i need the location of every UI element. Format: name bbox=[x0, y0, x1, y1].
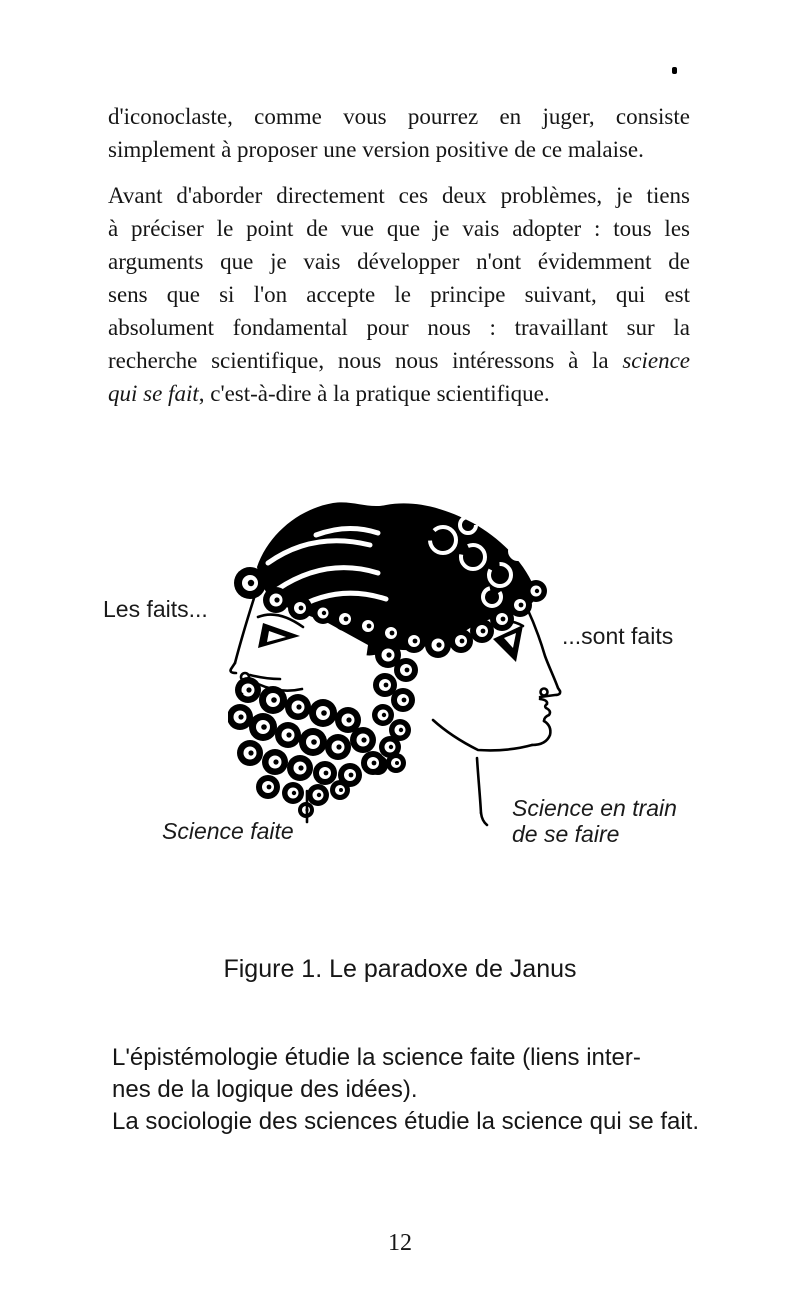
figure-label-sont-faits: ...sont faits bbox=[562, 623, 674, 649]
page-number: 12 bbox=[388, 1230, 412, 1256]
janus-head-illustration bbox=[228, 495, 573, 830]
figure-label-les-faits: Les faits... bbox=[103, 596, 208, 622]
body-line: Avant d'aborder directement ces deux problèmes, je tiens bbox=[108, 183, 690, 208]
body-line: recherche scientifique, nous nous intéressons à la science bbox=[108, 348, 690, 373]
body-line: d'iconoclaste, comme vous pourrez en juger, consiste bbox=[108, 104, 690, 129]
note-line: La sociologie des sciences étudie la science qui se fait. bbox=[112, 1108, 700, 1135]
figure-label-line1: Science en train bbox=[512, 795, 677, 821]
figure-label-line2: de se faire bbox=[512, 821, 620, 847]
note-line: L'épistémologie étudie la science faite (liens inter- bbox=[112, 1044, 641, 1071]
body-line: sens que si l'on accepte le principe suivant, qui est bbox=[108, 282, 690, 307]
note-text bbox=[112, 1042, 732, 1138]
note-line: nes de la logique des idées). bbox=[112, 1076, 418, 1103]
body-line: arguments que je vais développer n'ont évidemment de bbox=[108, 249, 690, 274]
body-line: absolument fondamental pour nous : travaillant sur la bbox=[108, 315, 690, 340]
figure-label-science-en-train bbox=[512, 795, 677, 847]
body-line: à préciser le point de vue que je vais adopter : tous les bbox=[108, 216, 690, 241]
body-line: simplement à proposer une version positive de ce malaise. bbox=[108, 137, 644, 162]
figure-caption: Figure 1. Le paradoxe de Janus bbox=[223, 955, 577, 983]
figure-label-science-faite: Science faite bbox=[162, 818, 294, 844]
body-line: qui se fait, c'est-à-dire à la pratique scientifique. bbox=[108, 381, 550, 406]
